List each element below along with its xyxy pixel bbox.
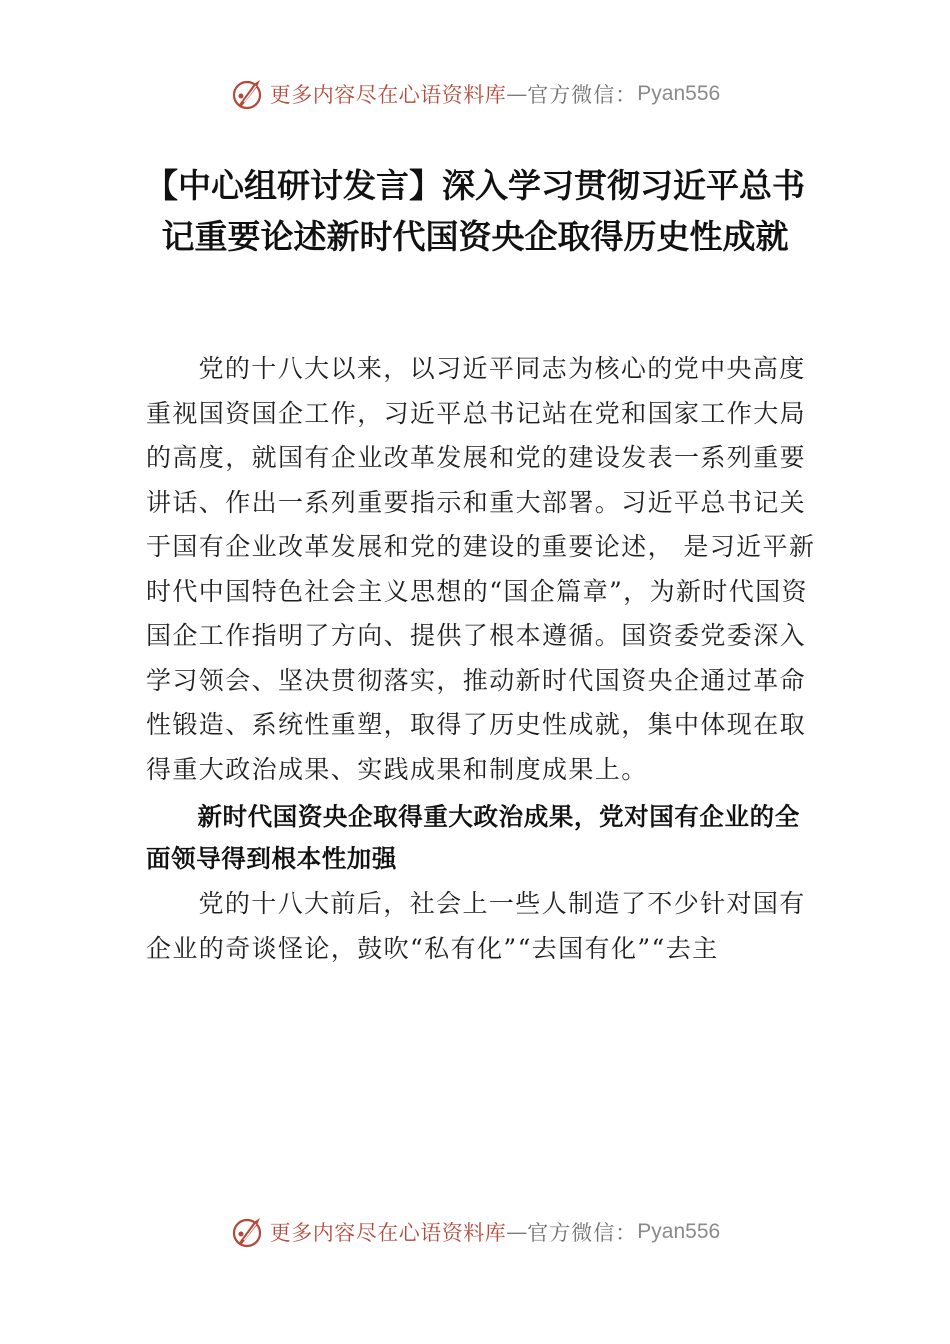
quill-pen-logo-icon	[230, 76, 266, 112]
footer-banner	[0, 1210, 950, 1254]
brand-text: 更多内容尽在心语资料库	[269, 1221, 507, 1245]
wechat-id: Pyan556	[637, 1220, 721, 1243]
body-paragraph: 党的十八大前后，社会上一些人制造了不少针对国有企业的奇谈怪论，鼓吹“私有化”“去国有化”“去主	[146, 889, 806, 963]
brand-text: 更多内容尽在心语资料库	[269, 83, 507, 107]
wechat-label: 官方微信：	[527, 83, 638, 107]
wechat-label: 官方微信：	[527, 1221, 638, 1245]
document-body	[146, 347, 822, 971]
quill-pen-logo-icon	[230, 1214, 266, 1250]
document-title: 【中心组研讨发言】深入学习贯彻习近平总书记重要论述新时代国资央企取得历史性成就	[145, 166, 805, 256]
banner-dash: —	[506, 82, 528, 106]
section-heading: 新时代国资央企取得重大政治成果，党对国有企业的全面领导得到根本性加强	[146, 802, 800, 873]
banner-dash: —	[506, 1220, 528, 1244]
header-banner	[0, 72, 950, 116]
wechat-id: Pyan556	[637, 82, 721, 105]
body-paragraph: 党的十八大以来，以习近平同志为核心的党中央高度重视国资国企工作，习近平总书记站在党和国家工作大局的高度，就国有企业改革发展和党的建设发表一系列重要讲话、作出一系列重要指示和重大部署。习近平总书记关于国有企业改革发展和党的建设的重要论述， 是习近平新时代中国特色社会主义思想的“国企篇章”，为新时代国资国企工作指明了方向、提供了根本遵循。国资委党委深入学习领会、坚决贯彻落实，推动新时代国资央企通过革命性锻造、系统性重塑，取得了历史性成就，集中体现在取得重大政治成果、实践成果和制度成果上。	[146, 354, 816, 784]
